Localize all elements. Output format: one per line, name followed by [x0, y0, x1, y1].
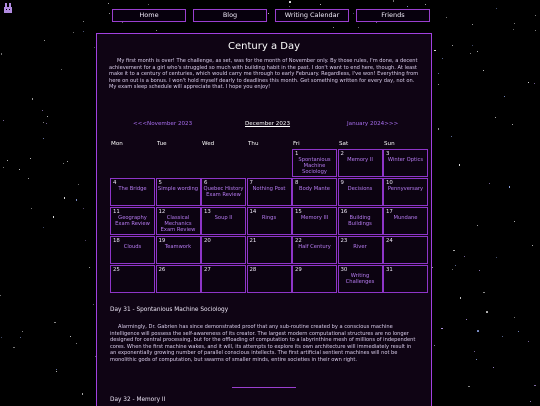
- star: [472, 45, 473, 46]
- star: [64, 197, 66, 199]
- star: [44, 40, 45, 41]
- star: [504, 96, 505, 97]
- star: [495, 117, 496, 118]
- star: [483, 292, 485, 294]
- star: [46, 123, 47, 124]
- day-number: 20: [204, 238, 211, 244]
- calendar-day-cell[interactable]: [201, 178, 246, 206]
- star: [518, 331, 519, 332]
- calendar-grid: [110, 149, 429, 294]
- calendar-day-cell: [383, 265, 428, 293]
- star: [407, 6, 408, 7]
- weekday-wed: Wed: [202, 141, 215, 147]
- calendar-day-cell: [201, 265, 246, 293]
- star: [455, 265, 456, 266]
- intro-paragraph: My first month is over! The challenge, as set, was for the month of November only. By those rules, I'm done, a decent achievement for a girl who's struggled so much with building habit in the past. I don't want to end here, though. At least make it to a century of centuries, which would carry me through to early February. Regardless, I've won! Everything from here on out is a bonus. I won't hold myself dearly to deadlines this month. Get something written for every day, not on. My exam sleep schedule will appreciate that. I hope you enjoy!: [109, 58, 419, 91]
- day-number: 18: [113, 238, 120, 244]
- star: [459, 164, 461, 166]
- calendar-day-cell[interactable]: [247, 207, 292, 235]
- star: [67, 161, 68, 162]
- calendar-day-cell[interactable]: [110, 236, 155, 264]
- day-post-link[interactable]: Geography Exam Review: [115, 215, 150, 227]
- star: [534, 385, 536, 387]
- star: [61, 69, 62, 70]
- day-number: 13: [204, 209, 211, 215]
- day-post-link[interactable]: Decisions: [347, 186, 373, 192]
- star: [54, 322, 56, 324]
- star: [76, 343, 77, 344]
- day-post-link[interactable]: Soup II: [214, 215, 233, 221]
- day-number: 27: [204, 267, 211, 273]
- calendar-day-cell[interactable]: [383, 207, 428, 235]
- day-post-link[interactable]: Simple wording: [157, 186, 199, 192]
- entry-title: Day 31 - Spontanious Machine Sociology: [110, 307, 229, 313]
- star: [477, 225, 478, 226]
- calendar-day-cell[interactable]: [338, 207, 383, 235]
- star: [156, 30, 157, 31]
- calendar-day-cell: [383, 236, 428, 264]
- next-month-link[interactable]: January 2024>>>: [347, 121, 399, 127]
- star: [451, 136, 452, 137]
- day-number: 14: [249, 209, 257, 215]
- star: [528, 82, 529, 83]
- star: [78, 184, 79, 185]
- weekday-thu: Thu: [248, 141, 259, 147]
- star: [0, 295, 1, 296]
- entry-body: Alarmingly, Dr. Gabrien has since demonstrated proof that any sub-routine created by a conscious machine intelligence will possess the self-awareness of its creator. The largest modern computational structures are no longer designed for central processing, but for the offloading of computation to a labyrinthine mesh of millions of independent cores. When the first machine wakes, and it will, its attempts to explore its own architecture will immediately result in an exponentially growing number of parallel conscious intellects. The first artificial sentient machines will not be monolithic gods of computation, but swarms of smaller minds, entire societies in their own right.: [110, 324, 416, 363]
- star: [453, 250, 455, 252]
- day-number: 24: [386, 238, 393, 244]
- star: [477, 51, 478, 52]
- star: [483, 70, 484, 71]
- star: [70, 336, 71, 337]
- star: [534, 83, 535, 84]
- star: [513, 29, 514, 30]
- star: [393, 0, 395, 2]
- star: [452, 45, 453, 46]
- day-number: 10: [386, 180, 393, 186]
- day-number: 2: [340, 151, 344, 157]
- star: [466, 319, 467, 320]
- day-post-link[interactable]: Building Buildings: [348, 215, 372, 227]
- weekday-tue: Tue: [157, 141, 167, 147]
- weekday-header: [111, 141, 431, 149]
- star: [446, 17, 447, 18]
- star: [7, 160, 8, 161]
- calendar-day-cell: [292, 265, 337, 293]
- day-post-link[interactable]: The Bridge: [118, 186, 147, 192]
- star: [109, 13, 110, 14]
- star: [53, 216, 55, 218]
- star: [3, 167, 4, 168]
- star: [83, 208, 85, 210]
- calendar-day-cell[interactable]: [156, 178, 201, 206]
- star: [1, 337, 2, 338]
- day-number: 25: [113, 267, 120, 273]
- day-post-link[interactable]: Memory II: [347, 157, 373, 163]
- star: [43, 227, 44, 228]
- star: [31, 208, 32, 209]
- star: [464, 256, 465, 257]
- star: [358, 27, 359, 28]
- star: [20, 337, 21, 338]
- day-number: 3: [386, 151, 390, 157]
- calendar-day-cell: [247, 236, 292, 264]
- star: [441, 328, 443, 330]
- star: [470, 53, 471, 54]
- calendar-day-cell[interactable]: [338, 236, 383, 264]
- star: [63, 163, 64, 164]
- calendar-day-cell[interactable]: [110, 207, 155, 235]
- star: [43, 138, 44, 139]
- day-number: 8: [295, 180, 299, 186]
- day-number: 1: [295, 151, 299, 157]
- star: [479, 270, 480, 271]
- star: [514, 317, 515, 318]
- star: [47, 116, 48, 117]
- day-post-link[interactable]: Clouds: [123, 244, 142, 250]
- star: [535, 30, 536, 31]
- star: [56, 369, 57, 370]
- day-number: 15: [295, 209, 302, 215]
- star: [514, 221, 515, 222]
- star: [82, 393, 84, 395]
- day-post-link[interactable]: Rings: [261, 215, 277, 221]
- calendar-day-cell: [110, 265, 155, 293]
- calendar-day-cell: [201, 236, 246, 264]
- star: [496, 257, 497, 258]
- star: [28, 178, 29, 179]
- day-post-link[interactable]: Writing Challenges: [345, 273, 375, 285]
- weekday-sat: Sat: [339, 141, 349, 147]
- star: [472, 24, 473, 25]
- content-panel: [96, 33, 432, 406]
- calendar-day-cell[interactable]: [110, 178, 155, 206]
- star: [289, 6, 290, 7]
- star: [320, 4, 321, 5]
- calendar-day-cell[interactable]: [383, 149, 428, 177]
- current-month-link[interactable]: December 2023: [245, 121, 291, 127]
- calendar-day-cell: [247, 265, 292, 293]
- day-post-link[interactable]: Spontanious Machine Sociology: [298, 157, 331, 175]
- star: [496, 8, 497, 9]
- calendar-day-cell[interactable]: [292, 149, 337, 177]
- star: [108, 3, 109, 4]
- star: [476, 359, 478, 361]
- day-number: 23: [340, 238, 348, 244]
- day-post-link[interactable]: Mundane: [393, 215, 418, 221]
- day-number: 6: [204, 180, 208, 186]
- star: [535, 15, 536, 16]
- entry-divider: [232, 387, 296, 388]
- day-number: 11: [113, 209, 120, 215]
- star: [289, 1, 291, 3]
- star: [434, 345, 435, 346]
- star: [509, 186, 511, 188]
- star: [442, 58, 443, 59]
- bunny-icon: [3, 3, 14, 14]
- star: [514, 23, 516, 25]
- star: [76, 199, 78, 201]
- star: [333, 27, 334, 28]
- star: [89, 267, 90, 268]
- weekday-fri: Fri: [293, 141, 300, 147]
- calendar-day-cell[interactable]: [338, 265, 383, 293]
- star: [85, 240, 86, 241]
- star: [502, 336, 503, 337]
- day-number: 19: [158, 238, 166, 244]
- day-number: 28: [249, 267, 257, 273]
- day-post-link[interactable]: Half Century: [298, 244, 331, 250]
- day-number: 22: [295, 238, 302, 244]
- day-number: 9: [340, 180, 344, 186]
- day-post-link[interactable]: Nothing Post: [252, 186, 286, 192]
- star: [477, 330, 479, 332]
- nav-writing-calendar-button[interactable]: Writing Calendar: [275, 9, 349, 22]
- star: [489, 183, 490, 184]
- star: [56, 371, 57, 372]
- day-number: 5: [158, 180, 162, 186]
- calendar-day-cell: [156, 265, 201, 293]
- day-number: 26: [158, 267, 166, 273]
- star: [32, 98, 34, 100]
- nav-friends-button[interactable]: Friends: [356, 9, 430, 22]
- weekday-sun: Sun: [384, 141, 395, 147]
- star: [530, 401, 531, 402]
- calendar-day-cell[interactable]: [156, 207, 201, 235]
- star: [438, 73, 439, 74]
- star: [30, 158, 31, 159]
- day-number: 16: [340, 209, 348, 215]
- day-number: 21: [249, 238, 257, 244]
- calendar-day-cell[interactable]: [383, 178, 428, 206]
- day-post-link[interactable]: River: [353, 244, 367, 250]
- star: [42, 110, 43, 111]
- star: [532, 245, 533, 246]
- day-number: 7: [249, 180, 253, 186]
- day-post-link[interactable]: Teamwork: [164, 244, 192, 250]
- day-number: 17: [386, 209, 393, 215]
- star: [13, 347, 15, 349]
- star: [486, 311, 488, 313]
- star: [460, 297, 462, 299]
- star: [43, 122, 44, 123]
- star: [93, 304, 94, 305]
- day-number: 30: [340, 267, 348, 273]
- month-navigation: [97, 121, 431, 129]
- star: [528, 341, 529, 342]
- day-number: 31: [386, 267, 393, 273]
- page-title: Century a Day: [228, 41, 300, 52]
- nav-home-button[interactable]: Home: [112, 9, 186, 22]
- day-number: 4: [113, 180, 117, 186]
- day-post-link[interactable]: Winter Optics: [387, 157, 424, 163]
- top-navigation: [112, 9, 428, 22]
- star: [468, 386, 470, 388]
- star: [474, 351, 475, 352]
- star: [22, 331, 23, 332]
- star: [438, 128, 440, 130]
- calendar-day-cell[interactable]: [247, 178, 292, 206]
- star: [3, 120, 4, 121]
- weekday-mon: Mon: [111, 141, 123, 147]
- calendar-day-cell[interactable]: [292, 236, 337, 264]
- calendar-day-cell[interactable]: [201, 207, 246, 235]
- star: [19, 169, 20, 170]
- calendar-day-cell[interactable]: [338, 178, 383, 206]
- star: [122, 22, 123, 23]
- star: [438, 84, 440, 86]
- calendar-day-cell[interactable]: [338, 149, 383, 177]
- day-post-link[interactable]: Quebec History Exam Review: [203, 186, 244, 198]
- calendar-day-cell[interactable]: [292, 207, 337, 235]
- entry-title: Day 32 - Memory II: [110, 397, 166, 403]
- star: [73, 32, 74, 33]
- day-post-link[interactable]: Body Mante: [299, 186, 330, 192]
- day-number: 12: [158, 209, 166, 215]
- day-post-link[interactable]: Classical Mechanics Exam Review: [160, 215, 196, 233]
- star: [452, 269, 453, 270]
- star: [512, 124, 513, 125]
- day-post-link[interactable]: Memory III: [300, 215, 329, 221]
- star: [434, 50, 436, 52]
- star: [148, 4, 149, 5]
- day-number: 29: [295, 267, 302, 273]
- calendar-day-cell[interactable]: [292, 178, 337, 206]
- day-post-link[interactable]: Pennyversary: [387, 186, 424, 192]
- star: [1, 53, 3, 55]
- nav-blog-button[interactable]: Blog: [193, 9, 267, 22]
- star: [83, 21, 84, 22]
- star: [425, 4, 426, 5]
- prev-month-link[interactable]: <<<November 2023: [133, 121, 193, 127]
- star: [493, 367, 494, 368]
- star: [83, 31, 84, 32]
- calendar-day-cell[interactable]: [156, 236, 201, 264]
